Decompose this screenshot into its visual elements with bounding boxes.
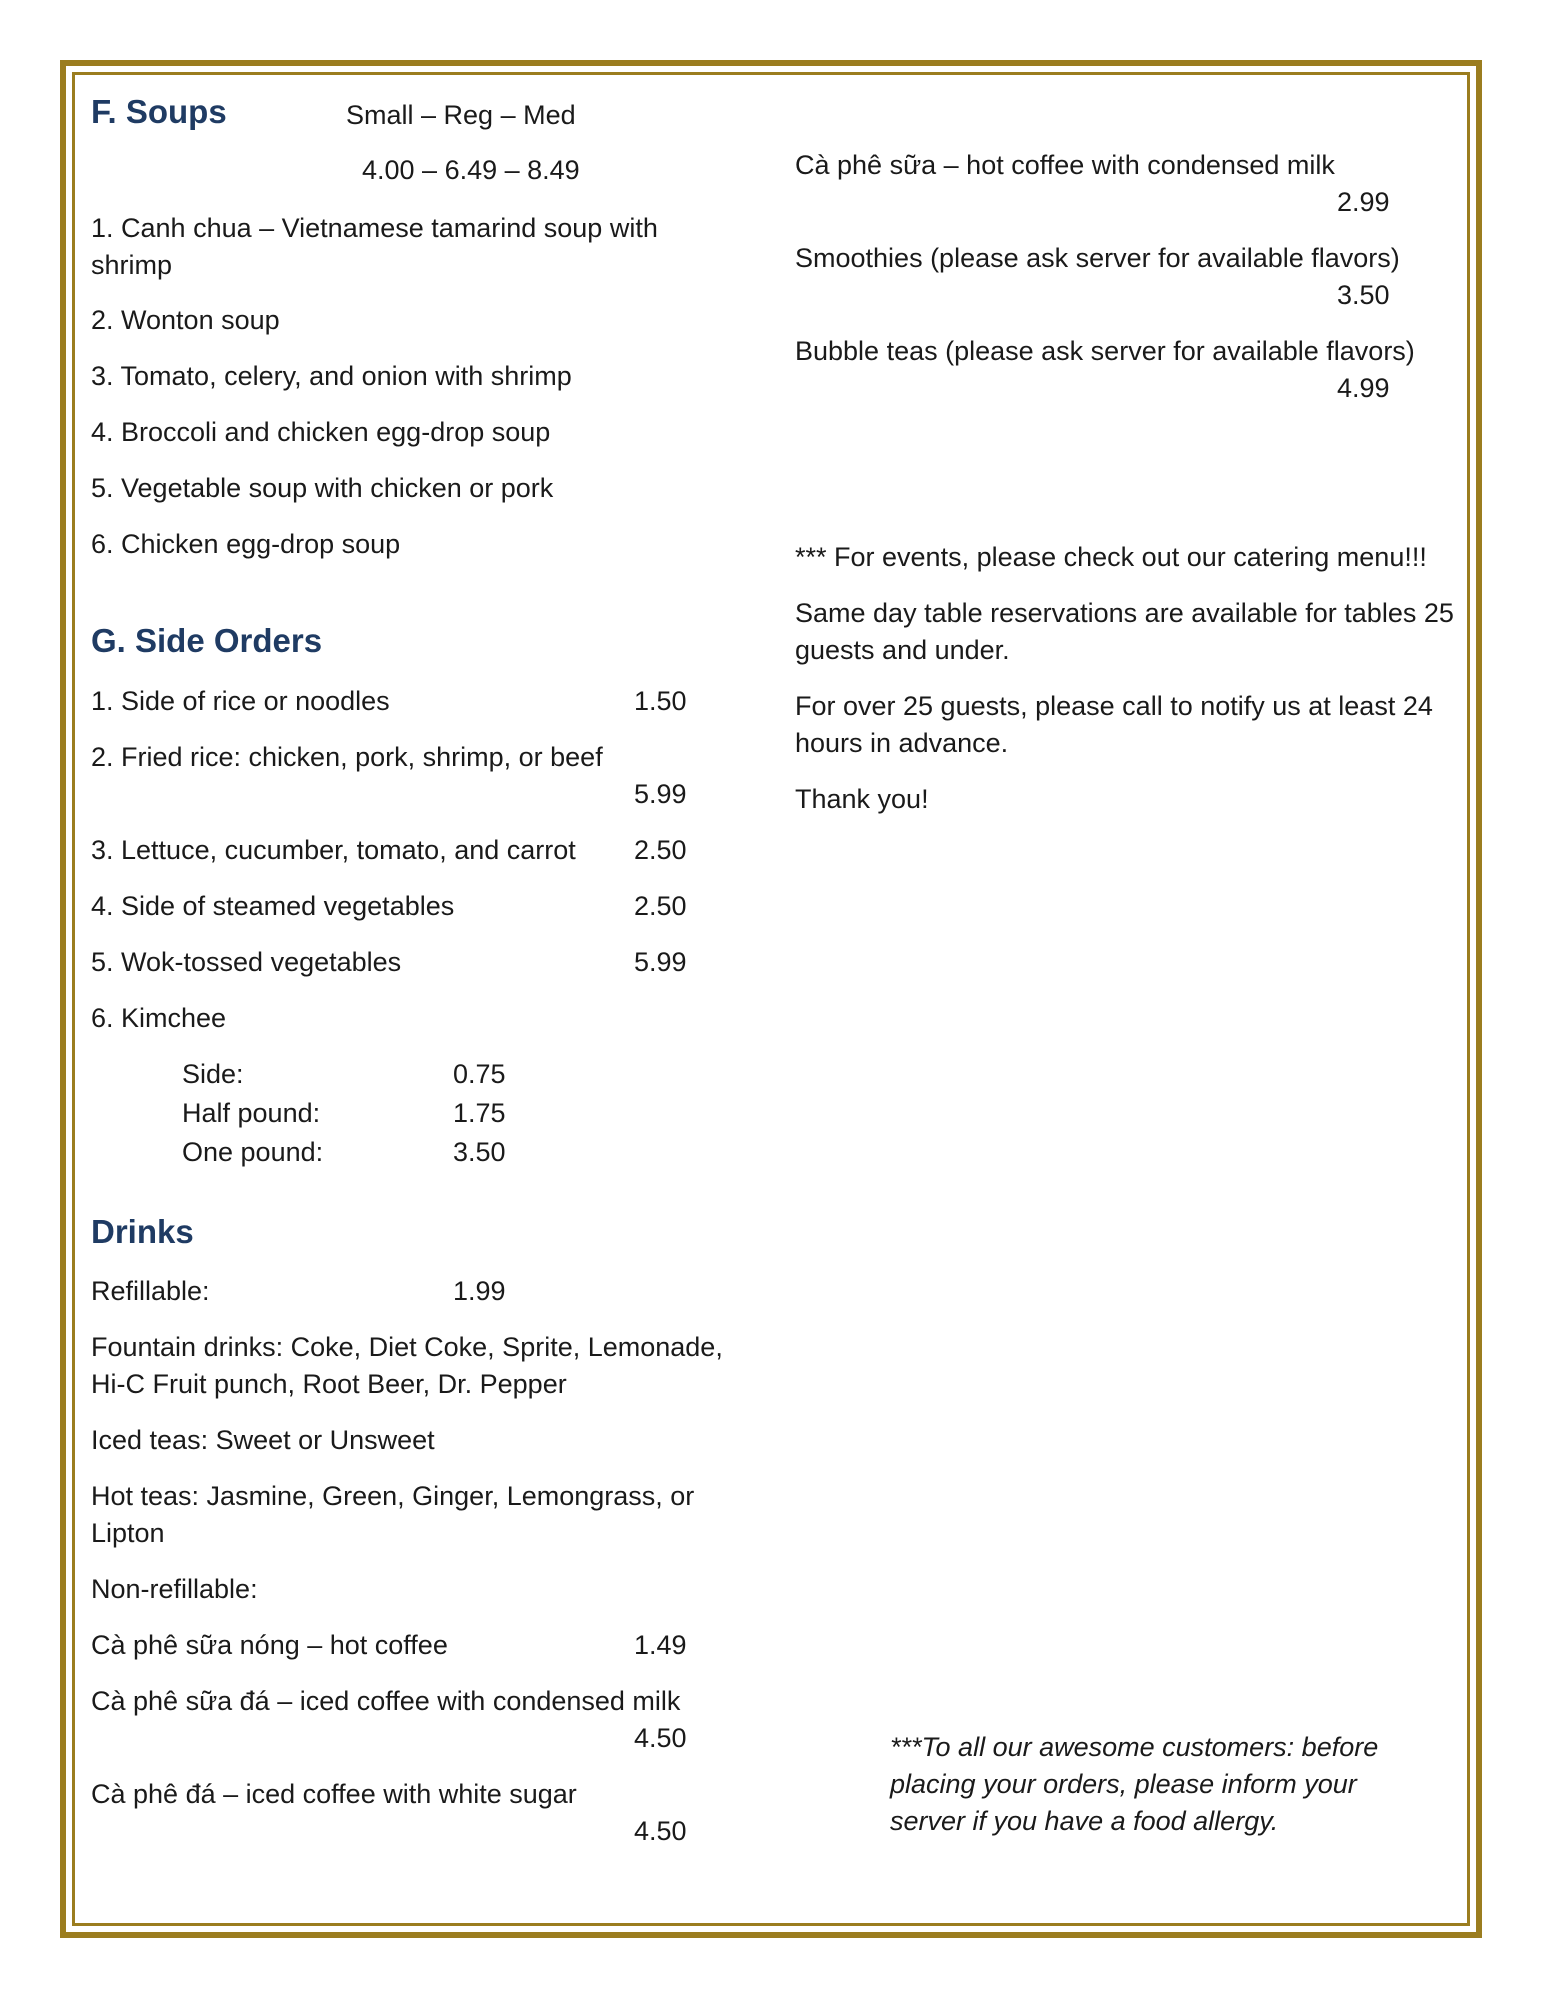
smoothies-name: Smoothies (please ask server for available flavors): [795, 243, 1400, 273]
side-item-2-price: 5.99: [634, 779, 687, 809]
soup-item-1: 1. Canh chua – Vietnamese tamarind soup with shrimp: [91, 213, 658, 280]
hot-coffee-name: Cà phê sữa nóng – hot coffee: [91, 1630, 448, 1660]
kimchee-side-label: Side:: [182, 1059, 244, 1089]
side-item-4-price: 2.50: [634, 891, 687, 921]
iced-coffee-sugar-price: 4.50: [634, 1816, 687, 1846]
side-item-3-name: 3. Lettuce, cucumber, tomato, and carrot: [91, 835, 576, 865]
hot-teas: Hot teas: Jasmine, Green, Ginger, Lemongrass, or Lipton: [91, 1481, 695, 1548]
soup-item-4: 4. Broccoli and chicken egg-drop soup: [91, 417, 551, 447]
bubble-teas-price: 4.99: [1337, 373, 1390, 403]
bubble-teas-name: Bubble teas (please ask server for available flavors): [795, 336, 1415, 366]
events-note: *** For events, please check out our catering menu!!!: [795, 542, 1427, 572]
drinks-heading: Drinks: [91, 1213, 194, 1250]
soups-size-labels: Small – Reg – Med: [346, 100, 576, 130]
side-item-5-name: 5. Wok-tossed vegetables: [91, 947, 402, 977]
ca-phe-sua-name: Cà phê sữa – hot coffee with condensed milk: [795, 150, 1335, 180]
fountain-drinks: Fountain drinks: Coke, Diet Coke, Sprite, Lemonade, Hi-C Fruit punch, Root Beer, Dr. Pepper: [91, 1332, 723, 1399]
side-item-2-name: 2. Fried rice: chicken, pork, shrimp, or beef: [91, 742, 603, 772]
refillable-label: Refillable:: [91, 1276, 210, 1306]
soup-item-6: 6. Chicken egg-drop soup: [91, 529, 401, 559]
kimchee-half-label: Half pound:: [182, 1098, 321, 1128]
side-item-1-price: 1.50: [634, 686, 687, 716]
side-item-6-name: 6. Kimchee: [91, 1003, 227, 1033]
kimchee-half-price: 1.75: [453, 1098, 506, 1128]
refillable-price: 1.99: [453, 1276, 506, 1306]
hot-coffee-price: 1.49: [634, 1630, 687, 1660]
allergy-note: ***To all our awesome customers: before placing your orders, please inform your server if you have a food allergy.: [890, 1732, 1379, 1836]
non-refillable-label: Non-refillable:: [91, 1574, 258, 1604]
side-orders-heading: G. Side Orders: [91, 622, 323, 659]
reservations-note: Same day table reservations are available for tables 25 guests and under.: [795, 598, 1454, 665]
side-item-5-price: 5.99: [634, 947, 687, 977]
kimchee-pound-price: 3.50: [453, 1137, 506, 1167]
side-item-3-price: 2.50: [634, 835, 687, 865]
thank-you-note: Thank you!: [795, 784, 929, 814]
iced-teas: Iced teas: Sweet or Unsweet: [91, 1425, 435, 1455]
kimchee-pound-label: One pound:: [182, 1137, 324, 1167]
ca-phe-sua-price: 2.99: [1337, 187, 1390, 217]
side-item-4-name: 4. Side of steamed vegetables: [91, 891, 455, 921]
large-groups-note: For over 25 guests, please call to notify us at least 24 hours in advance.: [795, 691, 1433, 758]
soup-item-2: 2. Wonton soup: [91, 305, 280, 335]
soup-item-3: 3. Tomato, celery, and onion with shrimp: [91, 361, 572, 391]
kimchee-side-price: 0.75: [453, 1059, 506, 1089]
iced-coffee-milk-price: 4.50: [634, 1723, 687, 1753]
soup-item-5: 5. Vegetable soup with chicken or pork: [91, 473, 554, 503]
iced-coffee-sugar-name: Cà phê đá – iced coffee with white sugar: [91, 1779, 577, 1809]
iced-coffee-milk-name: Cà phê sữa đá – iced coffee with condensed milk: [91, 1686, 681, 1716]
soups-size-prices: 4.00 – 6.49 – 8.49: [362, 155, 580, 185]
side-item-1-name: 1. Side of rice or noodles: [91, 686, 390, 716]
smoothies-price: 3.50: [1337, 280, 1390, 310]
soups-heading: F. Soups: [91, 93, 227, 130]
